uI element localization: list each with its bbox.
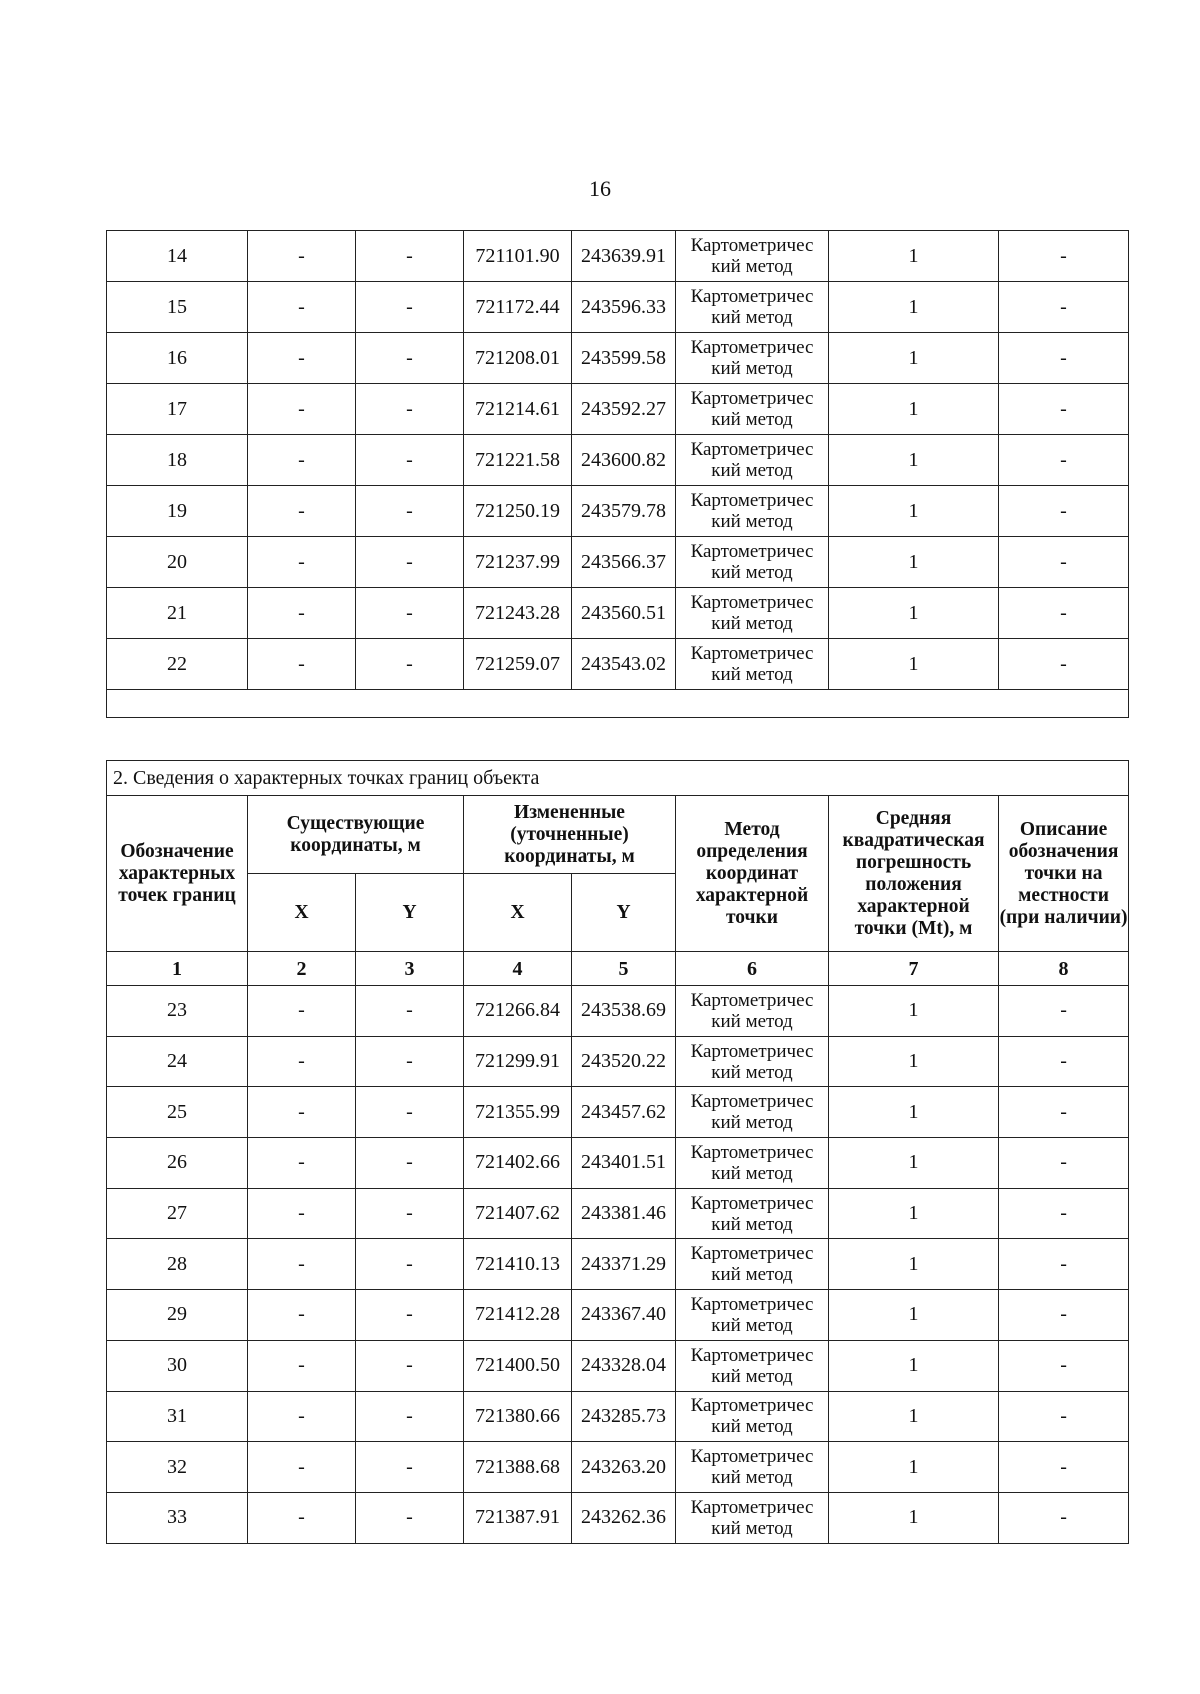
method-text-line: Картометричес	[690, 592, 814, 613]
table-row	[107, 333, 1129, 384]
method-cell	[676, 1492, 829, 1543]
existing-x-cell: -	[248, 333, 356, 384]
description-cell: -	[999, 486, 1129, 537]
method-text-line: кий метод	[711, 460, 793, 481]
existing-y-cell: -	[356, 1087, 464, 1138]
method-cell	[676, 1340, 829, 1391]
existing-x-cell: -	[248, 1138, 356, 1189]
boundary-points-table-body	[107, 986, 1129, 1544]
table-row	[107, 282, 1129, 333]
method-text-line: Картометричес	[690, 1446, 814, 1468]
changed-y-cell: 243328.04	[572, 1340, 676, 1391]
method-text-line: кий метод	[711, 562, 793, 583]
existing-x-cell: -	[248, 1391, 356, 1442]
changed-y-cell: 243381.46	[572, 1188, 676, 1239]
changed-y-cell: 243401.51	[572, 1138, 676, 1189]
point-number-cell: 24	[107, 1036, 248, 1087]
error-cell: 1	[829, 486, 999, 537]
existing-y-cell: -	[356, 1138, 464, 1189]
description-cell: -	[999, 282, 1129, 333]
existing-y-cell: -	[356, 1340, 464, 1391]
method-cell	[676, 486, 829, 537]
error-cell: 1	[829, 588, 999, 639]
changed-y-cell: 243543.02	[572, 639, 676, 690]
description-cell: -	[999, 1391, 1129, 1442]
method-text-line: кий метод	[711, 358, 793, 379]
description-cell: -	[999, 1442, 1129, 1493]
description-cell: -	[999, 435, 1129, 486]
error-cell: 1	[829, 1036, 999, 1087]
changed-x-cell: 721237.99	[464, 537, 572, 588]
changed-x-cell: 721412.28	[464, 1290, 572, 1341]
existing-y-cell: -	[356, 435, 464, 486]
changed-y-cell: 243538.69	[572, 986, 676, 1037]
table-row	[107, 1138, 1129, 1189]
changed-y-cell: 243639.91	[572, 231, 676, 282]
changed-x-cell: 721214.61	[464, 384, 572, 435]
changed-x-cell: 721407.62	[464, 1188, 572, 1239]
error-cell: 1	[829, 986, 999, 1037]
error-cell: 1	[829, 1442, 999, 1493]
page-number: 16	[589, 176, 611, 201]
header-existing-coordinates: Существующие координаты, м	[248, 796, 464, 874]
error-cell: 1	[829, 1188, 999, 1239]
description-cell: -	[999, 1036, 1129, 1087]
description-cell: -	[999, 639, 1129, 690]
error-cell: 1	[829, 1138, 999, 1189]
changed-y-cell: 243592.27	[572, 384, 676, 435]
column-number: 2	[248, 952, 356, 986]
column-number: 7	[829, 952, 999, 986]
header-description: Описание обозначения точки на местности (при наличии)	[999, 796, 1129, 952]
changed-y-cell: 243599.58	[572, 333, 676, 384]
existing-x-cell: -	[248, 1239, 356, 1290]
existing-x-cell: -	[248, 639, 356, 690]
method-cell	[676, 384, 829, 435]
changed-x-cell: 721266.84	[464, 986, 572, 1037]
existing-y-cell: -	[356, 384, 464, 435]
existing-x-cell: -	[248, 1290, 356, 1341]
empty-cell	[107, 690, 1129, 718]
header-method: Метод определения координат характерной точки	[676, 796, 829, 952]
column-number: 6	[676, 952, 829, 986]
point-number-cell: 19	[107, 486, 248, 537]
description-cell: -	[999, 231, 1129, 282]
method-text-line: кий метод	[711, 1517, 793, 1539]
method-text-line: кий метод	[711, 409, 793, 430]
description-cell: -	[999, 1340, 1129, 1391]
method-text-line: Картометричес	[690, 1040, 814, 1062]
point-number-cell: 32	[107, 1442, 248, 1493]
method-cell	[676, 588, 829, 639]
table-row	[107, 486, 1129, 537]
method-text-line: кий метод	[711, 1365, 793, 1387]
method-text-line: кий метод	[711, 1416, 793, 1438]
error-cell: 1	[829, 537, 999, 588]
point-number-cell: 29	[107, 1290, 248, 1341]
method-cell	[676, 435, 829, 486]
existing-y-cell: -	[356, 231, 464, 282]
method-cell	[676, 1087, 829, 1138]
method-text-line: кий метод	[711, 1112, 793, 1134]
method-text-line: Картометричес	[690, 1395, 814, 1417]
method-text-line: Картометричес	[690, 1192, 814, 1214]
method-text-line: Картометричес	[690, 388, 814, 409]
error-cell: 1	[829, 435, 999, 486]
table-row	[107, 1290, 1129, 1341]
description-cell: -	[999, 1138, 1129, 1189]
existing-x-cell: -	[248, 486, 356, 537]
existing-y-cell: -	[356, 537, 464, 588]
changed-x-cell: 721380.66	[464, 1391, 572, 1442]
existing-x-cell: -	[248, 1340, 356, 1391]
table-row	[107, 1188, 1129, 1239]
method-cell	[676, 1188, 829, 1239]
method-text-line: кий метод	[711, 1264, 793, 1286]
table-row	[107, 1340, 1129, 1391]
changed-y-cell: 243263.20	[572, 1442, 676, 1493]
existing-x-cell: -	[248, 282, 356, 333]
changed-x-cell: 721250.19	[464, 486, 572, 537]
method-cell	[676, 639, 829, 690]
existing-y-cell: -	[356, 986, 464, 1037]
changed-y-cell: 243371.29	[572, 1239, 676, 1290]
table-row	[107, 986, 1129, 1037]
description-cell: -	[999, 537, 1129, 588]
table-row	[107, 537, 1129, 588]
method-text-line: Картометричес	[690, 1344, 814, 1366]
changed-y-cell: 243262.36	[572, 1492, 676, 1543]
description-cell: -	[999, 1087, 1129, 1138]
existing-y-cell: -	[356, 1442, 464, 1493]
existing-x-cell: -	[248, 1188, 356, 1239]
method-text-line: Картометричес	[690, 1293, 814, 1315]
changed-x-cell: 721172.44	[464, 282, 572, 333]
table-row	[107, 588, 1129, 639]
method-cell	[676, 282, 829, 333]
table-row	[107, 1239, 1129, 1290]
method-text-line: кий метод	[711, 1213, 793, 1235]
column-number: 3	[356, 952, 464, 986]
point-number-cell: 17	[107, 384, 248, 435]
changed-y-cell: 243560.51	[572, 588, 676, 639]
point-number-cell: 22	[107, 639, 248, 690]
method-text-line: кий метод	[711, 613, 793, 634]
table-row	[107, 1087, 1129, 1138]
method-text-line: Картометричес	[690, 235, 814, 256]
empty-row	[107, 690, 1129, 718]
error-cell: 1	[829, 1239, 999, 1290]
existing-x-cell: -	[248, 1492, 356, 1543]
changed-y-cell: 243596.33	[572, 282, 676, 333]
changed-y-cell: 243579.78	[572, 486, 676, 537]
error-cell: 1	[829, 1492, 999, 1543]
existing-y-cell: -	[356, 639, 464, 690]
points-table-continued	[106, 230, 1129, 718]
existing-y-cell: -	[356, 1239, 464, 1290]
existing-y-cell: -	[356, 282, 464, 333]
existing-x-cell: -	[248, 1036, 356, 1087]
description-cell: -	[999, 1239, 1129, 1290]
existing-y-cell: -	[356, 1492, 464, 1543]
method-text-line: кий метод	[711, 1010, 793, 1032]
changed-x-cell: 721299.91	[464, 1036, 572, 1087]
method-text-line: кий метод	[711, 1314, 793, 1336]
existing-y-cell: -	[356, 486, 464, 537]
point-number-cell: 26	[107, 1138, 248, 1189]
header-designation: Обозначение характерных точек границ	[107, 796, 248, 952]
changed-x-cell: 721355.99	[464, 1087, 572, 1138]
method-cell	[676, 1290, 829, 1341]
table-row	[107, 231, 1129, 282]
changed-x-cell: 721402.66	[464, 1138, 572, 1189]
point-number-cell: 21	[107, 588, 248, 639]
table-row	[107, 1492, 1129, 1543]
existing-x-cell: -	[248, 588, 356, 639]
table-row	[107, 639, 1129, 690]
method-text-line: кий метод	[711, 256, 793, 277]
existing-x-cell: -	[248, 537, 356, 588]
existing-x-cell: -	[248, 1087, 356, 1138]
changed-x-cell: 721101.90	[464, 231, 572, 282]
points-table-continued-body	[107, 231, 1129, 718]
table-row	[107, 1442, 1129, 1493]
method-text-line: кий метод	[711, 1162, 793, 1184]
existing-x-cell: -	[248, 1442, 356, 1493]
description-cell: -	[999, 384, 1129, 435]
method-text-line: Картометричес	[690, 286, 814, 307]
existing-y-cell: -	[356, 588, 464, 639]
method-text-line: кий метод	[711, 511, 793, 532]
error-cell: 1	[829, 333, 999, 384]
point-number-cell: 33	[107, 1492, 248, 1543]
method-cell	[676, 231, 829, 282]
column-number: 1	[107, 952, 248, 986]
changed-x-cell: 721400.50	[464, 1340, 572, 1391]
point-number-cell: 23	[107, 986, 248, 1037]
point-number-cell: 25	[107, 1087, 248, 1138]
column-number: 5	[572, 952, 676, 986]
method-text-line: Картометричес	[690, 1243, 814, 1265]
header-changed-x: X	[464, 874, 572, 952]
changed-y-cell: 243520.22	[572, 1036, 676, 1087]
method-text-line: Картометричес	[690, 541, 814, 562]
boundary-points-table	[106, 760, 1129, 1544]
method-text-line: кий метод	[711, 307, 793, 328]
changed-x-cell: 721243.28	[464, 588, 572, 639]
table-row	[107, 384, 1129, 435]
method-text-line: Картометричес	[690, 490, 814, 511]
method-cell	[676, 333, 829, 384]
changed-y-cell: 243457.62	[572, 1087, 676, 1138]
existing-y-cell: -	[356, 1188, 464, 1239]
description-cell: -	[999, 1188, 1129, 1239]
error-cell: 1	[829, 1340, 999, 1391]
error-cell: 1	[829, 384, 999, 435]
description-cell: -	[999, 588, 1129, 639]
changed-y-cell: 243367.40	[572, 1290, 676, 1341]
changed-x-cell: 721208.01	[464, 333, 572, 384]
table-row	[107, 435, 1129, 486]
method-cell	[676, 986, 829, 1037]
method-text-line: кий метод	[711, 664, 793, 685]
table-caption: 2. Сведения о характерных точках границ объекта	[107, 761, 1129, 796]
method-text-line: Картометричес	[690, 1141, 814, 1163]
error-cell: 1	[829, 282, 999, 333]
error-cell: 1	[829, 1087, 999, 1138]
method-text-line: Картометричес	[690, 337, 814, 358]
existing-y-cell: -	[356, 1290, 464, 1341]
existing-x-cell: -	[248, 384, 356, 435]
column-number: 4	[464, 952, 572, 986]
error-cell: 1	[829, 639, 999, 690]
existing-x-cell: -	[248, 231, 356, 282]
method-cell	[676, 1036, 829, 1087]
method-text-line: Картометричес	[690, 643, 814, 664]
point-number-cell: 30	[107, 1340, 248, 1391]
method-text-line: кий метод	[711, 1467, 793, 1489]
column-number: 8	[999, 952, 1129, 986]
method-cell	[676, 1138, 829, 1189]
header-existing-y: Y	[356, 874, 464, 952]
existing-y-cell: -	[356, 1036, 464, 1087]
method-cell	[676, 1442, 829, 1493]
point-number-cell: 31	[107, 1391, 248, 1442]
error-cell: 1	[829, 231, 999, 282]
method-text-line: Картометричес	[690, 1091, 814, 1113]
table-row	[107, 1391, 1129, 1442]
table-row	[107, 1036, 1129, 1087]
error-cell: 1	[829, 1391, 999, 1442]
method-text-line: Картометричес	[690, 989, 814, 1011]
point-number-cell: 28	[107, 1239, 248, 1290]
changed-x-cell: 721387.91	[464, 1492, 572, 1543]
point-number-cell: 18	[107, 435, 248, 486]
header-changed-coordinates: Измененные (уточненные) координаты, м	[464, 796, 676, 874]
point-number-cell: 27	[107, 1188, 248, 1239]
method-text-line: Картометричес	[690, 1496, 814, 1518]
description-cell: -	[999, 986, 1129, 1037]
changed-x-cell: 721221.58	[464, 435, 572, 486]
method-text-line: Картометричес	[690, 439, 814, 460]
changed-y-cell: 243600.82	[572, 435, 676, 486]
existing-y-cell: -	[356, 1391, 464, 1442]
error-cell: 1	[829, 1290, 999, 1341]
header-changed-y: Y	[572, 874, 676, 952]
changed-y-cell: 243285.73	[572, 1391, 676, 1442]
existing-x-cell: -	[248, 435, 356, 486]
changed-x-cell: 721410.13	[464, 1239, 572, 1290]
method-cell	[676, 1391, 829, 1442]
changed-x-cell: 721388.68	[464, 1442, 572, 1493]
point-number-cell: 14	[107, 231, 248, 282]
description-cell: -	[999, 1492, 1129, 1543]
existing-x-cell: -	[248, 986, 356, 1037]
existing-y-cell: -	[356, 333, 464, 384]
description-cell: -	[999, 333, 1129, 384]
changed-y-cell: 243566.37	[572, 537, 676, 588]
description-cell: -	[999, 1290, 1129, 1341]
method-cell	[676, 537, 829, 588]
method-text-line: кий метод	[711, 1061, 793, 1083]
point-number-cell: 20	[107, 537, 248, 588]
point-number-cell: 16	[107, 333, 248, 384]
header-existing-x: X	[248, 874, 356, 952]
header-error: Средняя квадратическая погрешность положения характерной точки (Mt), м	[829, 796, 999, 952]
changed-x-cell: 721259.07	[464, 639, 572, 690]
point-number-cell: 15	[107, 282, 248, 333]
method-cell	[676, 1239, 829, 1290]
